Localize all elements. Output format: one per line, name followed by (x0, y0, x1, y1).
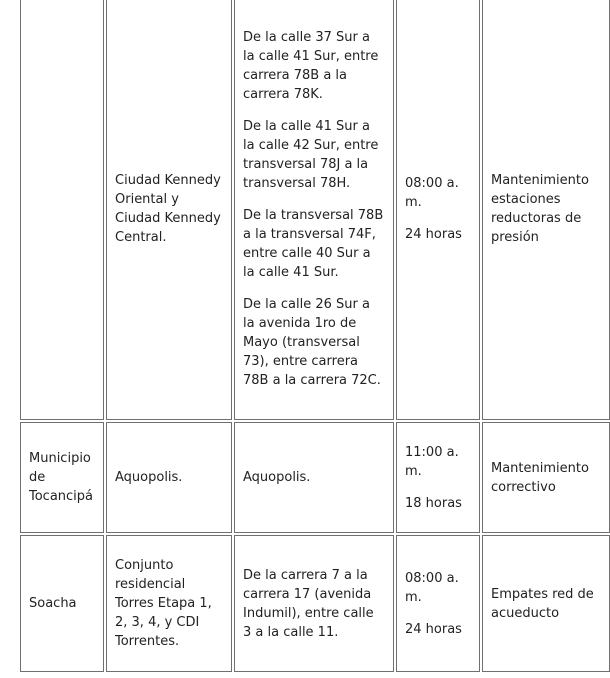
sector-text: Aquopolis. (243, 470, 311, 485)
municipio-cell: Soacha (20, 535, 104, 672)
duracion-text: 24 horas (405, 227, 462, 242)
hora-text: 11:00 a. m. (405, 444, 459, 479)
sector-text: De la carrera 7 a la carrera 17 (avenida Indumil), entre calle 3 a la calle 11. (243, 567, 374, 640)
hora-duracion-cell (396, 422, 480, 533)
sectores-cell (234, 535, 394, 672)
motivo-cell: Mantenimiento correctivo (482, 422, 610, 533)
hora-duracion-cell (396, 0, 480, 420)
barrios-cell: Aquopolis. (106, 422, 232, 533)
sectores-cell (234, 422, 394, 533)
motivo-cell: Empates red de acueducto (482, 535, 610, 672)
table-row (20, 535, 610, 672)
motivo-cell: Mantenimiento estaciones reductoras de presión (482, 0, 610, 420)
barrios-cell: Ciudad Kennedy Oriental y Ciudad Kennedy Central. (106, 0, 232, 420)
duracion-text: 24 horas (405, 621, 462, 637)
duracion-text: 18 horas (405, 495, 462, 511)
barrios-cell: Conjunto residencial Torres Etapa 1, 2, 3, 4, y CDI Torrentes. (106, 535, 232, 672)
municipio-cell (20, 0, 104, 420)
table-row (20, 422, 610, 533)
municipio-cell: Municipio de Tocancipá (20, 422, 104, 533)
hora-text: 08:00 a. m. (405, 570, 459, 605)
sector-text: De la calle 26 Sur a la avenida 1ro de Mayo (transversal 73), entre carrera 78B a la carrera 72C. (243, 297, 381, 388)
sector-text: De la calle 41 Sur a la calle 42 Sur, entre transversal 78J a la transversal 78H. (243, 119, 379, 191)
sector-text: De la calle 37 Sur a la calle 41 Sur, entre carrera 78B a la carrera 78K. (243, 30, 379, 102)
sectores-cell (234, 0, 394, 420)
sector-text: De la transversal 78B a la transversal 74F, entre calle 40 Sur a la calle 41 Sur. (243, 208, 384, 280)
hora-duracion-cell (396, 535, 480, 672)
water-outage-table (18, 0, 610, 674)
table-row (20, 0, 610, 420)
hora-text: 08:00 a. m. (405, 176, 459, 210)
